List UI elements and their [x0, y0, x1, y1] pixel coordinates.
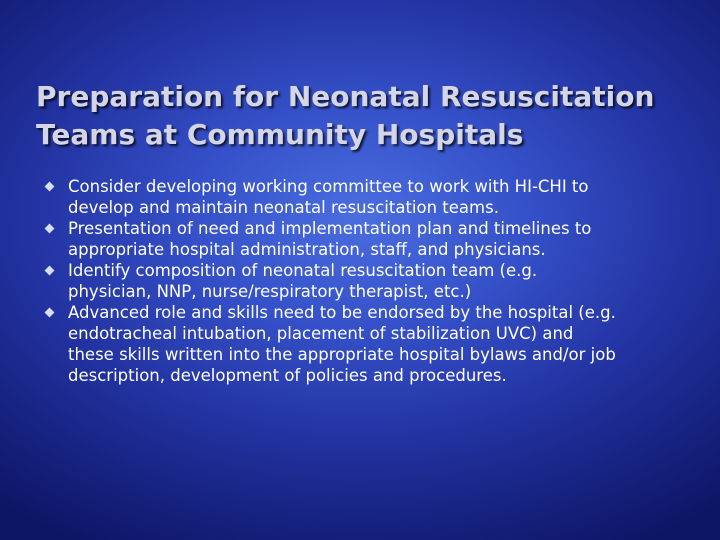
diamond-bullet-icon — [45, 224, 55, 234]
diamond-bullet-icon — [45, 182, 55, 192]
bullet-text-line: develop and maintain neonatal resuscitation teams. — [68, 198, 499, 217]
diamond-bullet-icon — [45, 308, 55, 318]
bullet-text-line: physician, NNP, nurse/respiratory therapist, etc.) — [68, 282, 472, 301]
bullet-text-line: endotracheal intubation, placement of stabilization UVC) and — [68, 324, 574, 343]
bullet-text-line: description, development of policies and procedures. — [68, 366, 507, 385]
bullet-item-team-composition — [46, 260, 706, 302]
diamond-bullet-icon — [45, 266, 55, 276]
bullet-text-line: appropriate hospital administration, staff, and physicians. — [68, 240, 546, 259]
bullet-item-committee — [46, 176, 706, 218]
bullet-item-presentation — [46, 218, 706, 260]
slide-title — [36, 78, 696, 154]
bullet-item-advanced-skills — [46, 302, 706, 386]
bullet-text-line: Presentation of need and implementation plan and timelines to — [68, 219, 592, 238]
bullet-list — [46, 176, 706, 386]
bullet-text-line: Consider developing working committee to work with HI-CHI to — [68, 177, 589, 196]
bullet-text-line: Advanced role and skills need to be endorsed by the hospital (e.g. — [68, 303, 616, 322]
bullet-text-line: these skills written into the appropriate hospital bylaws and/or job — [68, 345, 616, 364]
slide-title-line-1: Preparation for Neonatal Resuscitation — [36, 80, 655, 113]
bullet-text-line: Identify composition of neonatal resuscitation team (e.g. — [68, 261, 538, 280]
slide-title-line-2: Teams at Community Hospitals — [36, 118, 524, 151]
